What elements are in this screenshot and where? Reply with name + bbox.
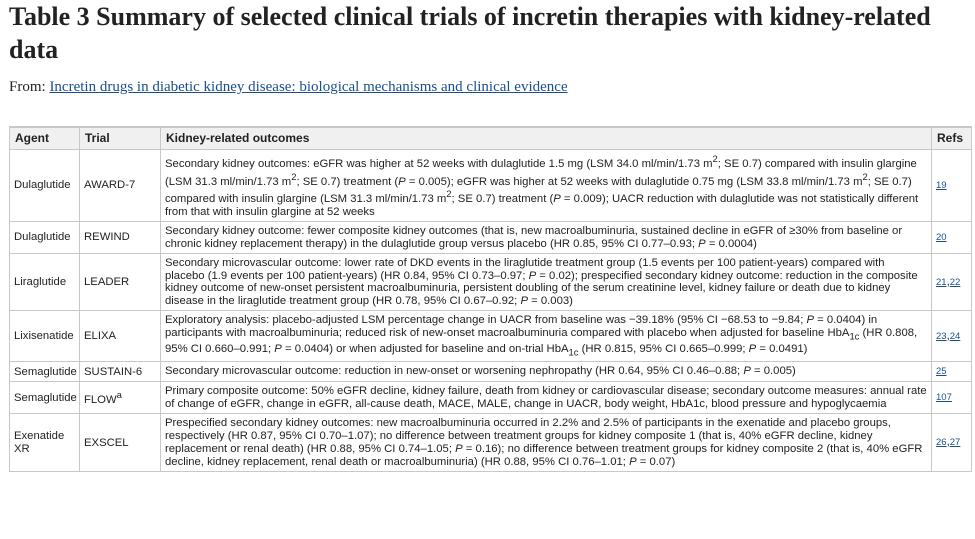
- cell-agent: Exenatide XR: [10, 414, 80, 472]
- cell-agent: Semaglutide: [10, 382, 80, 414]
- cell-trial: LEADER: [80, 253, 161, 311]
- table-row: [10, 414, 972, 472]
- from-label: From:: [9, 79, 46, 95]
- cell-outcome: Secondary microvascular outcome: lower rate of DKD events in the liraglutide treatment group (1.5 events per 100 patient-years) compared with placebo (1.9 events per 100 patient-years) (HR 0.84, 95% CI 0.73–0.97; P = 0.02); prespecified secondary kidney outcome: reduction in the composite kidney outcome of new-onset persistent macroalbuminuria, persistent doubling of the serum creatinine level, kidney failure or death due to kidney disease in the liraglutide treatment group (HR 0.78, 95% CI 0.67–0.92; P = 0.003): [161, 253, 932, 311]
- ref-link[interactable]: 24: [949, 330, 961, 342]
- table-row: [10, 382, 972, 414]
- ref-link[interactable]: 27: [949, 437, 961, 449]
- cell-trial: REWIND: [80, 221, 161, 253]
- cell-trial: FLOW$^a$: [80, 382, 161, 414]
- cell-trial: SUSTAIN-6: [80, 362, 161, 382]
- cell-agent: Dulaglutide: [10, 221, 80, 253]
- cell-trial: AWARD-7: [80, 149, 161, 221]
- ref-link[interactable]: 20: [936, 231, 947, 243]
- cell-refs: 23,24: [932, 311, 972, 362]
- table-header-row: [10, 127, 972, 149]
- cell-refs: 21,22: [932, 253, 972, 311]
- ref-link[interactable]: 26: [936, 437, 947, 449]
- cell-outcome: Primary composite outcome: 50% eGFR decline, kidney failure, death from kidney or cardiovascular disease; secondary outcome measures: annual rate of change of eGFR, change in eGFR, all-cause death, MACE, MALE, change in UACR, body weight, HbA1c, blood pressure and hypoglycaemia: [161, 382, 932, 414]
- cell-agent: Lixisenatide: [10, 311, 80, 362]
- cell-agent: Semaglutide: [10, 362, 80, 382]
- source-article-link[interactable]: Incretin drugs in diabetic kidney disease: biological mechanisms and clinical evidence: [49, 79, 568, 95]
- table-row: [10, 149, 972, 221]
- header-outcomes: Kidney-related outcomes: [161, 127, 932, 149]
- cell-outcome: Secondary microvascular outcome: reduction in new-onset or worsening nephropathy (HR 0.64, 95% CI 0.46–0.88; P = 0.005): [161, 362, 932, 382]
- cell-outcome: Exploratory analysis: placebo-adjusted LSM percentage change in UACR from baseline was −39.18% (95% CI −68.53 to −9.84; P = 0.0404) in participants with macroalbuminuria; reduced risk of new-onset macroalbuminuria compared with placebo when adjusted for baseline HbA$_{1c}$ (HR 0.808, 95% CI 0.660–0.991; P = 0.0404) or when adjusted for baseline and on-trial HbA$_{1c}$ (HR 0.815, 95% CI 0.665–0.999; P = 0.0491): [161, 311, 932, 362]
- header-refs: Refs: [932, 127, 972, 149]
- header-agent: Agent: [10, 127, 80, 149]
- ref-link[interactable]: 21: [936, 276, 947, 288]
- source-line: [9, 79, 568, 96]
- ref-link[interactable]: 23: [936, 330, 947, 342]
- cell-refs: [932, 362, 972, 382]
- cell-outcome: Prespecified secondary kidney outcomes: new macroalbuminuria occurred in 2.2% and 2.5% of participants in the exenatide and placebo groups, respectively (HR 0.87, 95% CI 0.70–1.07); no difference between treatment groups for kidney composite 1 (that is, 40% eGFR decline, kidney replacement or renal death) (HR 0.88, 95% CI 0.74–1.05; P = 0.16); no difference between treatment groups for kidney composite 2 (that is, 40% eGFR decline, kidney replacement, renal death or macroalbuminuria) (HR 0.88, 95% CI 0.76–1.01; P = 0.07): [161, 414, 932, 472]
- ref-link[interactable]: 19: [936, 179, 947, 191]
- ref-link[interactable]: 25: [936, 366, 947, 378]
- cell-trial: EXSCEL: [80, 414, 161, 472]
- table-row: [10, 221, 972, 253]
- ref-link[interactable]: 22: [949, 276, 961, 288]
- cell-refs: [932, 382, 972, 414]
- cell-outcome: Secondary kidney outcomes: eGFR was higher at 52 weeks with dulaglutide 1.5 mg (LSM 34.0 ml/min/1.73 $m^2$; SE 0.7) compared with insulin glargine (LSM 31.3 ml/min/1.73 $m^2$; SE 0.7) treatment (P = 0.005); eGFR was higher at 52 weeks with dulaglutide 0.75 mg (LSM 33.8 ml/min/1.73 $m^2$; SE 0.7) compared with insulin glargine (LSM 31.3 ml/min/1.73 $m^2$; SE 0.7) treatment (P = 0.009); UACR reduction with dulaglutide was not statistically different from that with insulin glargine at 52 weeks: [161, 149, 932, 221]
- cell-trial: ELIXA: [80, 311, 161, 362]
- cell-agent: Dulaglutide: [10, 149, 80, 221]
- cell-agent: Liraglutide: [10, 253, 80, 311]
- table-row: [10, 362, 972, 382]
- page-title: Table 3 Summary of selected clinical trials of incretin therapies with kidney-related data: [9, 2, 931, 64]
- table-row: [10, 253, 972, 311]
- table-row: [10, 311, 972, 362]
- ref-link[interactable]: 107: [936, 392, 952, 404]
- cell-refs: [932, 221, 972, 253]
- cell-refs: 26,27: [932, 414, 972, 472]
- cell-outcome: Secondary kidney outcome: fewer composite kidney outcomes (that is, new macroalbuminuria, sustained decline in eGFR of ≥30% from baseline or chronic kidney replacement therapy) in the dulaglutide group versus placebo (HR 0.85, 95% CI 0.77–0.93; P = 0.0004): [161, 221, 932, 253]
- cell-refs: [932, 149, 972, 221]
- header-trial: Trial: [80, 127, 161, 149]
- table-body: [10, 149, 972, 471]
- trials-table: [9, 126, 972, 472]
